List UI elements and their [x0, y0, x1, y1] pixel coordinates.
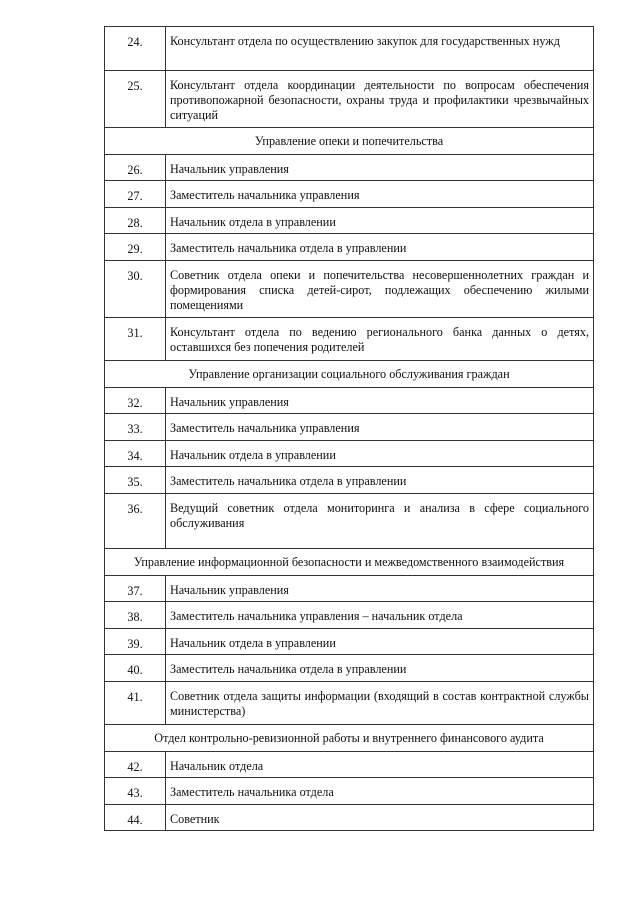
position-title: Заместитель начальника отдела: [166, 778, 594, 805]
table-row: [105, 388, 594, 414]
position-title: Начальник отдела в управлении: [166, 629, 594, 655]
position-title: Заместитель начальника отдела в управлении: [166, 655, 594, 682]
row-number: 35.: [105, 467, 166, 494]
position-title: Начальник отдела: [166, 752, 594, 778]
table-row: [105, 602, 594, 629]
section-header-row: [105, 725, 594, 752]
section-title: Управление информационной безопасности и межведомственного взаимодействия: [105, 549, 594, 576]
row-number: 26.: [105, 155, 166, 181]
table-row: [105, 576, 594, 602]
table-row: [105, 682, 594, 725]
row-number: 34.: [105, 441, 166, 467]
section-header-row: [105, 549, 594, 576]
position-title: Начальник отдела в управлении: [166, 208, 594, 234]
row-number: 39.: [105, 629, 166, 655]
section-title: Управление организации социального обслуживания граждан: [105, 361, 594, 388]
row-number: 24.: [105, 27, 166, 71]
row-number: 33.: [105, 414, 166, 441]
row-number: 42.: [105, 752, 166, 778]
row-number: 30.: [105, 261, 166, 318]
position-title: Ведущий советник отдела мониторинга и анализа в сфере социального обслуживания: [166, 494, 594, 549]
row-number: 32.: [105, 388, 166, 414]
row-number: 41.: [105, 682, 166, 725]
table-row: [105, 441, 594, 467]
row-number: 38.: [105, 602, 166, 629]
section-header-row: [105, 128, 594, 155]
table-row: [105, 467, 594, 494]
position-title: Начальник управления: [166, 576, 594, 602]
position-title: Начальник управления: [166, 388, 594, 414]
section-title: Управление опеки и попечительства: [105, 128, 594, 155]
position-title: Консультант отдела по ведению регионального банка данных о детях, оставшихся без попечения родителей: [166, 318, 594, 361]
section-title: Отдел контрольно-ревизионной работы и внутреннего финансового аудита: [105, 725, 594, 752]
position-title: Заместитель начальника отдела в управлении: [166, 234, 594, 261]
row-number: 43.: [105, 778, 166, 805]
position-title: Начальник отдела в управлении: [166, 441, 594, 467]
position-title: Заместитель начальника управления – начальник отдела: [166, 602, 594, 629]
row-number: 36.: [105, 494, 166, 549]
position-title: Консультант отдела по осуществлению закупок для государственных нужд: [166, 27, 594, 71]
table-row: [105, 181, 594, 208]
table-row: [105, 414, 594, 441]
position-title: Начальник управления: [166, 155, 594, 181]
position-title: Заместитель начальника отдела в управлении: [166, 467, 594, 494]
position-title: Заместитель начальника управления: [166, 181, 594, 208]
table-row: [105, 155, 594, 181]
table-row: [105, 629, 594, 655]
positions-table: [104, 26, 594, 831]
row-number: 37.: [105, 576, 166, 602]
position-title: Советник отдела опеки и попечительства несовершеннолетних граждан и формирования списка детей-сирот, подлежащих обеспечению жилыми помещениями: [166, 261, 594, 318]
table-row: [105, 778, 594, 805]
table-row: [105, 261, 594, 318]
section-header-row: [105, 361, 594, 388]
row-number: 44.: [105, 805, 166, 831]
table-row: [105, 71, 594, 128]
table-row: [105, 805, 594, 831]
table-row: [105, 655, 594, 682]
position-title: Консультант отдела координации деятельности по вопросам обеспечения противопожарной безопасности, охраны труда и профилактики чрезвычайных ситуаций: [166, 71, 594, 128]
row-number: 29.: [105, 234, 166, 261]
position-title: Советник: [166, 805, 594, 831]
table-row: [105, 318, 594, 361]
table-row: [105, 494, 594, 549]
row-number: 40.: [105, 655, 166, 682]
table-row: [105, 752, 594, 778]
row-number: 31.: [105, 318, 166, 361]
position-title: Заместитель начальника управления: [166, 414, 594, 441]
row-number: 25.: [105, 71, 166, 128]
table-row: [105, 208, 594, 234]
table-row: [105, 234, 594, 261]
table-row: [105, 27, 594, 71]
row-number: 27.: [105, 181, 166, 208]
row-number: 28.: [105, 208, 166, 234]
position-title: Советник отдела защиты информации (входящий в состав контрактной службы министерства): [166, 682, 594, 725]
